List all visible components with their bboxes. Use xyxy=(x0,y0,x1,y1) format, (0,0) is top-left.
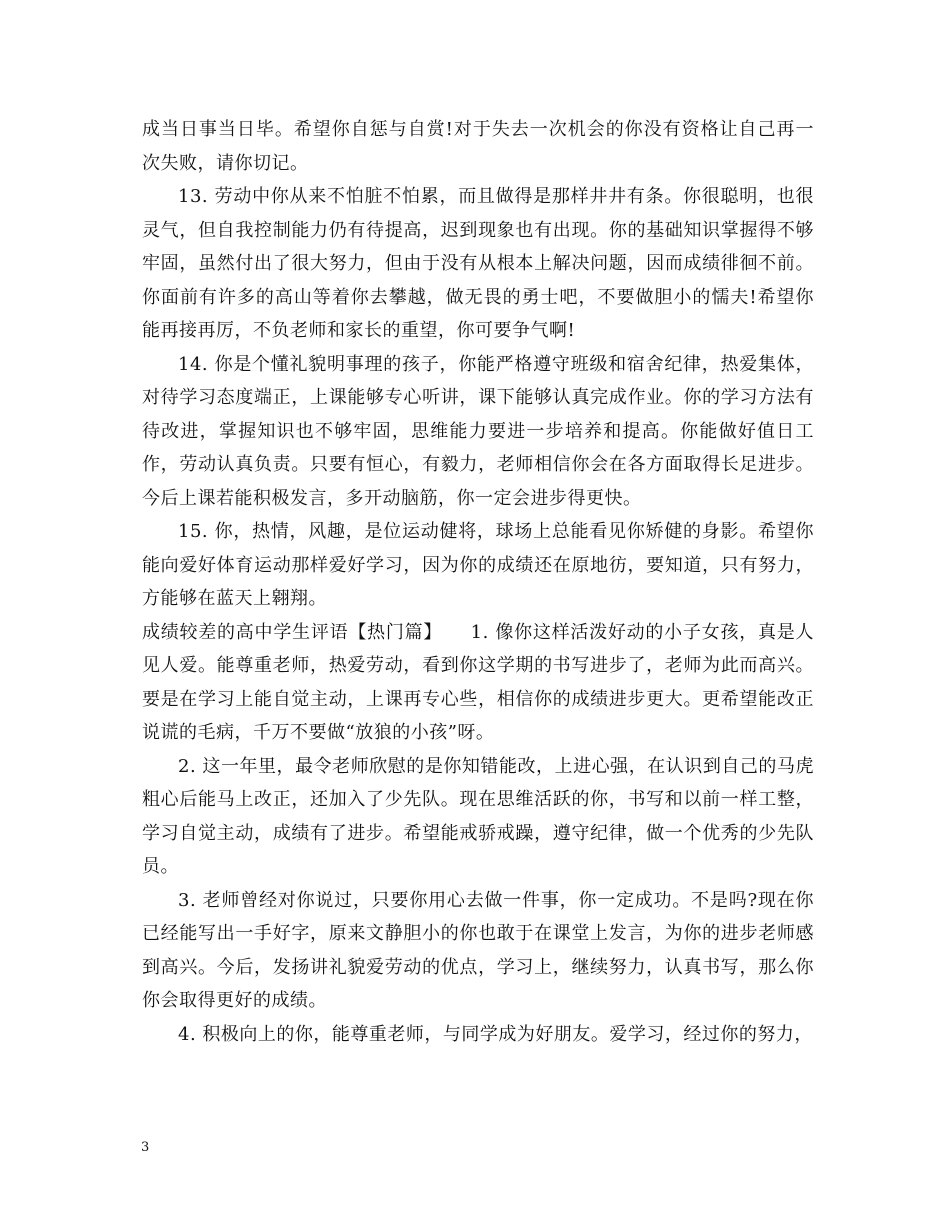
paragraph-2: 2. 这一年里，最令老师欣慰的是你知错能改，上进心强，在认识到自己的马虎粗心后能马上改正，还加入了少先队。现在思维活跃的你，书写和以前一样工整，学习自觉主动，成绩有了进步。希望能戒骄戒躁，遵守纪律，做一个优秀的少先队员。 xyxy=(142,755,814,877)
paragraph-14: 14. 你是个懂礼貌明事理的孩子，你能严格遵守班级和宿舍纪律，热爱集体，对待学习态度端正，上课能够专心听讲，课下能够认真完成作业。你的学习方法有待改进，掌握知识也不够牢固，思维能力要进一步培养和提高。你能做好值日工作，劳动认真负责。只要有恒心，有毅力，老师相信你会在各方面取得长足进步。今后上课若能积极发言，多开动脑筋，你一定会进步得更快。 xyxy=(142,353,814,509)
paragraph-4: 4. 积极向上的你，能尊重老师，与同学成为好朋友。爱学习，经过你的努力， xyxy=(178,1023,813,1045)
document-body xyxy=(142,113,814,1051)
paragraph-3: 3. 老师曾经对你说过，只要你用心去做一件事，你一定成功。不是吗?现在你已经能写出一手好字，原来文静胆小的你也敢于在课堂上发言，为你的进步老师感到高兴。今后，发扬讲礼貌爱劳动的优点，学习上，继续努力，认真书写，那么你你会取得更好的成绩。 xyxy=(142,889,814,1011)
page-number: 3 xyxy=(141,1140,150,1155)
paragraph-13: 13. 劳动中你从来不怕脏不怕累，而且做得是那样井井有条。你很聪明，也很灵气，但自我控制能力仍有待提高，迟到现象也有出现。你的基础知识掌握得不够牢固，虽然付出了很大努力，但由于没有从根本上解决问题，因而成绩徘徊不前。你面前有许多的高山等着你去攀越，做无畏的勇士吧，不要做胆小的懦夫!希望你能再接再厉，不负老师和家长的重望，你可要争气啊! xyxy=(142,186,814,341)
paragraph-continuation: 成当日事当日毕。希望你自惩与自赏!对于失去一次机会的你没有资格让自己再一次失败，请你切记。 xyxy=(142,119,814,174)
section-heading-paragraph-1: 成绩较差的高中学生评语【热门篇】 1. 像你这样活泼好动的小子女孩，真是人见人爱。能尊重老师，热爱劳动，看到你这学期的书写进步了，老师为此而高兴。要是在学习上能自觉主动，上课再专心些，相信你的成绩进步更大。更希望能改正说谎的毛病，千万不要做“放狼的小孩”呀。 xyxy=(142,621,814,743)
paragraph-15: 15. 你，热情，风趣，是位运动健将，球场上总能看见你矫健的身影。希望你能向爱好体育运动那样爱好学习，因为你的成绩还在原地彷，要知道，只有努力，方能够在蓝天上翱翔。 xyxy=(142,521,814,609)
